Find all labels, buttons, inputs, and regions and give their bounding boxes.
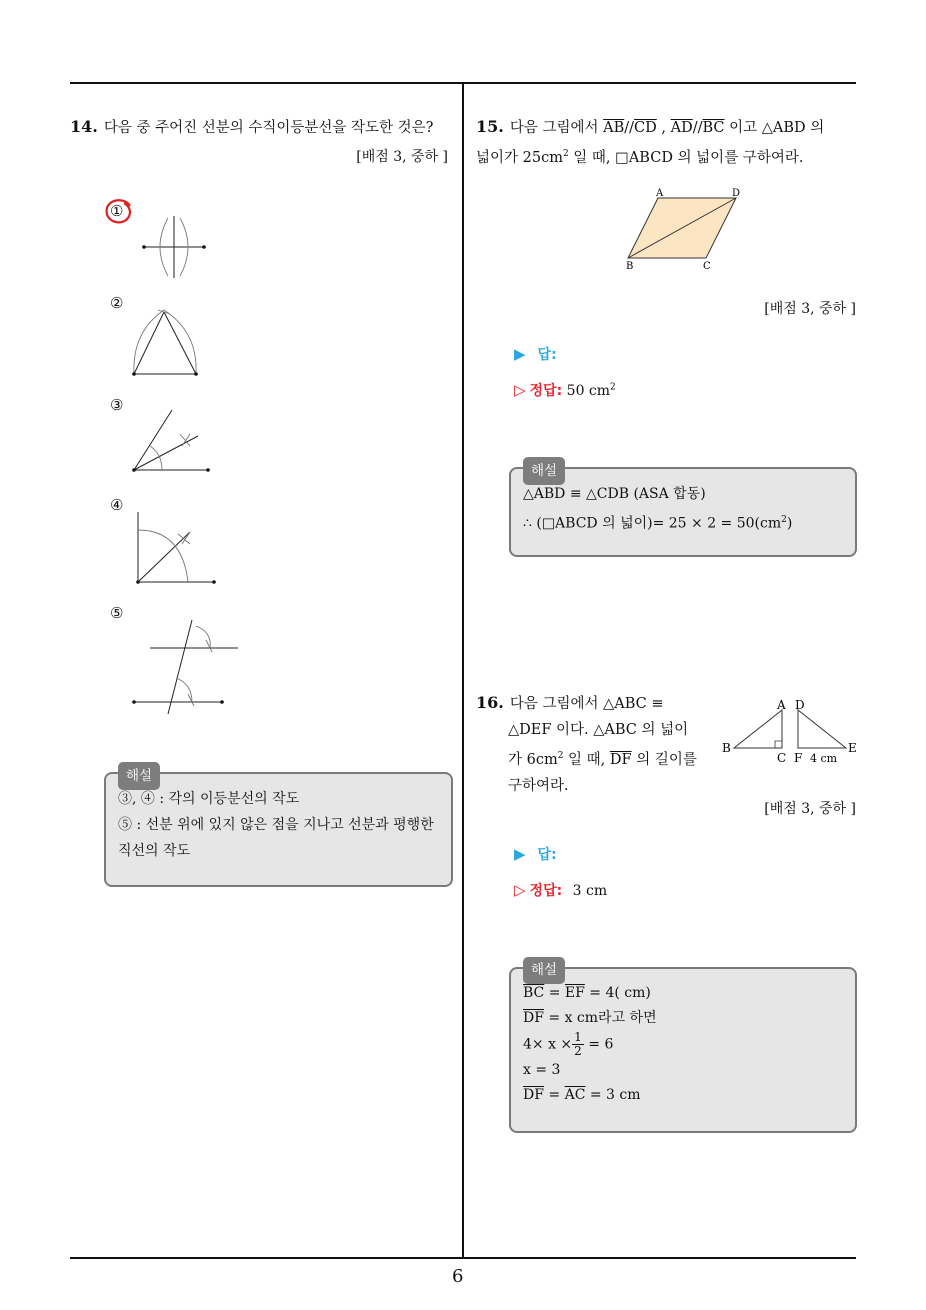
q16-triangles-figure bbox=[720, 696, 866, 768]
q14-option-3-label[interactable]: ③ bbox=[110, 396, 124, 414]
q15-label-c: C bbox=[703, 261, 711, 272]
q15-label-a: A bbox=[656, 188, 664, 199]
q14-text: 다음 중 주어진 선분의 수직이등분선을 작도한 것은? bbox=[103, 120, 434, 136]
q15-correct-label: 정답: bbox=[529, 383, 563, 399]
q16-label-f: F bbox=[794, 751, 803, 765]
q16-score: [배점 3, 중하 ] bbox=[764, 801, 856, 817]
q15-label-d: D bbox=[732, 188, 741, 199]
q14-option-1-figure bbox=[140, 212, 210, 282]
q16-line3seg: $\overline{DF}$ bbox=[609, 751, 632, 768]
q16-correct-arrow-icon: ▷ bbox=[514, 881, 526, 899]
q16-question bbox=[476, 690, 716, 799]
q15-score: [배점 3, 중하 ] bbox=[764, 301, 856, 317]
q14-explanation-box bbox=[104, 768, 453, 887]
q14-option-5-figure bbox=[130, 616, 240, 716]
q14-explanation-tag: 해설 bbox=[118, 762, 160, 790]
q14-option-3-figure bbox=[128, 406, 213, 478]
q15-text-c: 넓이가 25cm bbox=[476, 149, 563, 166]
q16-line3a: 가 6cm bbox=[508, 751, 558, 768]
q15-sep1: // bbox=[624, 120, 635, 136]
q16-correct-row bbox=[514, 880, 607, 900]
q14-option-1-red-circle bbox=[104, 198, 134, 228]
q16-explanation-line5 bbox=[523, 1083, 843, 1108]
q15-correct-value: 50 cm bbox=[566, 383, 611, 399]
q15-explanation-sup: 2 bbox=[781, 515, 787, 525]
q16-label-e: E bbox=[848, 741, 857, 755]
q16-exp-l5-mid: = bbox=[543, 1087, 565, 1103]
q16-correct-value: 3 cm bbox=[572, 883, 608, 899]
q16-exp-fraction bbox=[572, 1031, 584, 1058]
q16-explanation-box bbox=[509, 962, 857, 1133]
q16-explanation-line3 bbox=[523, 1031, 843, 1058]
q15-explanation-line1: △ABD ≡ △CDB (ASA 합동) bbox=[523, 486, 706, 502]
q16-label-len: 4 cm bbox=[810, 752, 838, 765]
q15-seg-ad: $\overline{AD}$ bbox=[670, 120, 693, 136]
q16-explanation-line4: x = 3 bbox=[523, 1062, 561, 1078]
column-divider bbox=[462, 82, 464, 1258]
q16-explanation-line1 bbox=[523, 981, 843, 1006]
page-number: 6 bbox=[452, 1266, 464, 1287]
q16-line3sup: 2 bbox=[557, 751, 564, 761]
q16-answer-row bbox=[514, 844, 557, 864]
q15-answer-label: 답: bbox=[537, 347, 557, 363]
q15-answer-arrow-icon: ▶ bbox=[514, 345, 526, 363]
q16-correct-label: 정답: bbox=[529, 883, 563, 899]
q16-exp-seg-ac: $\overline{AC}$ bbox=[564, 1087, 586, 1103]
q16-label-d: D bbox=[795, 698, 805, 712]
q15-correct-arrow-icon: ▷ bbox=[514, 381, 526, 399]
q14-option-1-label[interactable]: ① bbox=[110, 202, 124, 220]
q14-option-4-figure bbox=[132, 508, 218, 588]
q15-comma: , bbox=[656, 120, 671, 136]
q15-correct-sup: 2 bbox=[610, 382, 616, 393]
q16-line3-wrap bbox=[476, 743, 716, 773]
q16-exp-seg-df: $\overline{DF}$ bbox=[523, 1010, 544, 1026]
q16-label-c: C bbox=[777, 751, 787, 765]
q16-answer-arrow-icon: ▶ bbox=[514, 845, 526, 863]
q15-explanation-line2-end: ) bbox=[786, 515, 793, 532]
q15-explanation-box bbox=[509, 463, 857, 557]
q14-option-2-label[interactable]: ② bbox=[110, 294, 124, 312]
q16-line4: 구하여라. bbox=[508, 777, 569, 794]
q16-exp-l3-a: 4× x × bbox=[523, 1036, 573, 1053]
q16-exp-l1-end: = 4( cm) bbox=[584, 985, 651, 1001]
q15-seg-bc: $\overline{BC}$ bbox=[702, 120, 725, 136]
q15-number: 15. bbox=[476, 117, 504, 136]
q14-option-2-figure bbox=[128, 302, 208, 382]
q16-exp-l1-mid: = bbox=[544, 985, 565, 1001]
q15-text-b: 이고 △ABD 의 bbox=[724, 120, 825, 136]
q16-line3b: 일 때, bbox=[563, 751, 610, 768]
q15-answer-row bbox=[514, 344, 557, 364]
q15-question bbox=[476, 114, 860, 171]
q15-sup: 2 bbox=[562, 149, 569, 159]
q15-sep2: // bbox=[692, 120, 703, 136]
q16-answer-label: 답: bbox=[537, 847, 557, 863]
q15-correct-row bbox=[514, 380, 616, 400]
q15-explanation-line2: ∴ (□ABCD 의 넓이)= 25 × 2 = 50(cm bbox=[523, 515, 782, 532]
q16-exp-l2-end: = x cm라고 하면 bbox=[543, 1010, 657, 1026]
q16-exp-l3-b: = 6 bbox=[583, 1036, 614, 1053]
q16-label-b: B bbox=[722, 741, 731, 755]
q14-option-4-label[interactable]: ④ bbox=[110, 496, 124, 514]
q15-text-a: 다음 그림에서 bbox=[509, 120, 599, 136]
q15-seg-ab: $\overline{AB}$ bbox=[603, 120, 625, 136]
q14-option-5-label[interactable]: ⑤ bbox=[110, 604, 124, 622]
q15-parallelogram-figure bbox=[620, 186, 750, 270]
q14-number: 14. bbox=[70, 117, 98, 136]
q14-explanation-line1: ③, ④ : 각의 이등분선의 작도 bbox=[118, 791, 300, 807]
q15-explanation-tag: 해설 bbox=[523, 457, 565, 485]
q15-label-b: B bbox=[626, 261, 634, 272]
q16-line1: 다음 그림에서 △ABC ≡ bbox=[509, 696, 664, 712]
q14-score: [배점 3, 중하 ] bbox=[356, 149, 448, 165]
q16-exp-l5-end: = 3 cm bbox=[585, 1087, 641, 1103]
q16-explanation-tag: 해설 bbox=[523, 957, 565, 984]
q14-explanation-line2: ⑤ : 선분 위에 있지 않은 점을 지나고 선분과 평행한 직선의 작도 bbox=[118, 817, 434, 859]
q15-text-d: 일 때, □ABCD 의 넓이를 구하여라. bbox=[568, 149, 804, 166]
q16-exp-frac-num: 1 bbox=[574, 1030, 582, 1044]
q15-seg-cd: $\overline{CD}$ bbox=[634, 120, 657, 136]
q15-explanation-line2-wrap bbox=[523, 507, 843, 537]
q16-exp-frac-den: 2 bbox=[574, 1044, 582, 1058]
q16-label-a: A bbox=[777, 698, 786, 712]
q14-question bbox=[70, 114, 460, 141]
q16-number: 16. bbox=[476, 693, 504, 712]
q16-exp-seg-df2: $\overline{DF}$ bbox=[523, 1087, 544, 1103]
q16-exp-seg-bc: $\overline{BC}$ bbox=[523, 985, 545, 1001]
q16-line2: △DEF 이다. △ABC 의 넓이 bbox=[508, 722, 689, 738]
q16-exp-seg-ef: $\overline{EF}$ bbox=[564, 985, 585, 1001]
q16-line3c: 의 길이를 bbox=[631, 751, 697, 768]
q16-explanation-line2 bbox=[523, 1006, 843, 1031]
